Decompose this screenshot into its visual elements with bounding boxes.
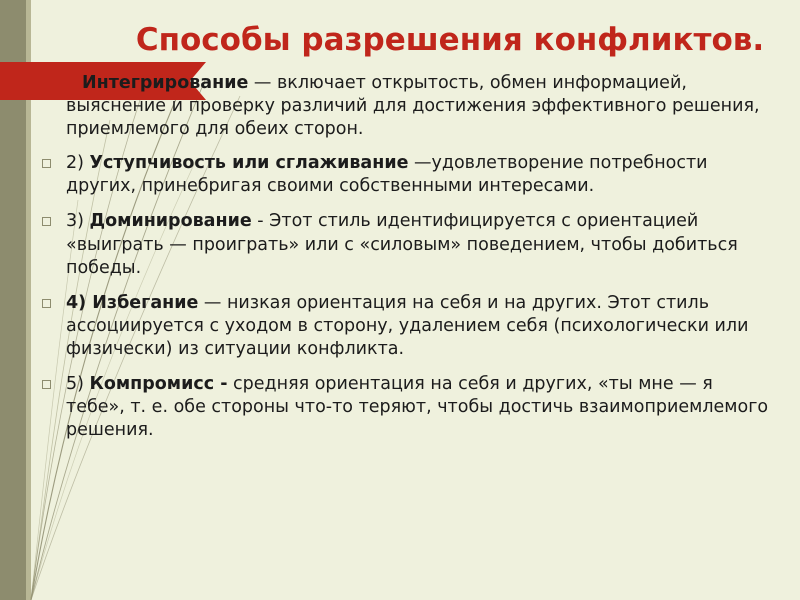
text-compromise: средняя ориентация на себя и других, «ты мне — я тебе», т. е. обе стороны что-то теряют, чтобы достичь взаимоприемлемого решения. xyxy=(66,374,769,441)
term-avoidance: 4) Избегание xyxy=(66,292,199,313)
paragraph-compliance xyxy=(36,152,776,198)
prefix-compliance: 2) xyxy=(66,153,90,174)
text-compliance: —удовлетворение потребности других, принебригая своими собственными интересами. xyxy=(66,153,708,197)
prefix-compromise: 5) xyxy=(66,374,90,395)
bullet-square-icon xyxy=(42,380,51,389)
paragraph-avoidance xyxy=(36,292,776,361)
slide-body xyxy=(36,72,776,454)
term-domination: Доминирование xyxy=(89,211,252,232)
paragraph-domination xyxy=(36,210,776,279)
bullet-square-icon xyxy=(42,159,51,168)
prefix-domination: 3) xyxy=(66,211,90,232)
paragraph-integration xyxy=(36,72,776,141)
text-avoidance: — низкая ориентация на себя и на других. Этот стиль ассоциируется с уходом в сторону, удалением себя (психологически или физически) из ситуации конфликта. xyxy=(66,292,749,359)
term-integration: Интегрирование xyxy=(82,73,249,93)
term-compliance: Уступчивость или сглаживание xyxy=(89,153,409,174)
bullet-square-icon xyxy=(42,217,51,226)
slide-title: Способы разрешения конфликтов. xyxy=(135,22,765,58)
text-domination: - Этот стиль идентифицируется с ориентацией «выиграть — проиграть» или с «силовым» поведением, чтобы добиться победы. xyxy=(66,211,738,278)
paragraph-compromise xyxy=(36,373,776,442)
term-compromise: Компромисс - xyxy=(89,374,228,395)
bullet-square-icon xyxy=(42,299,51,308)
text-integration: — включает открытость, обмен информацией, выяснение и проверку различий для достижения эффективного решения, приемлемого для обеих сторон. xyxy=(66,73,760,140)
